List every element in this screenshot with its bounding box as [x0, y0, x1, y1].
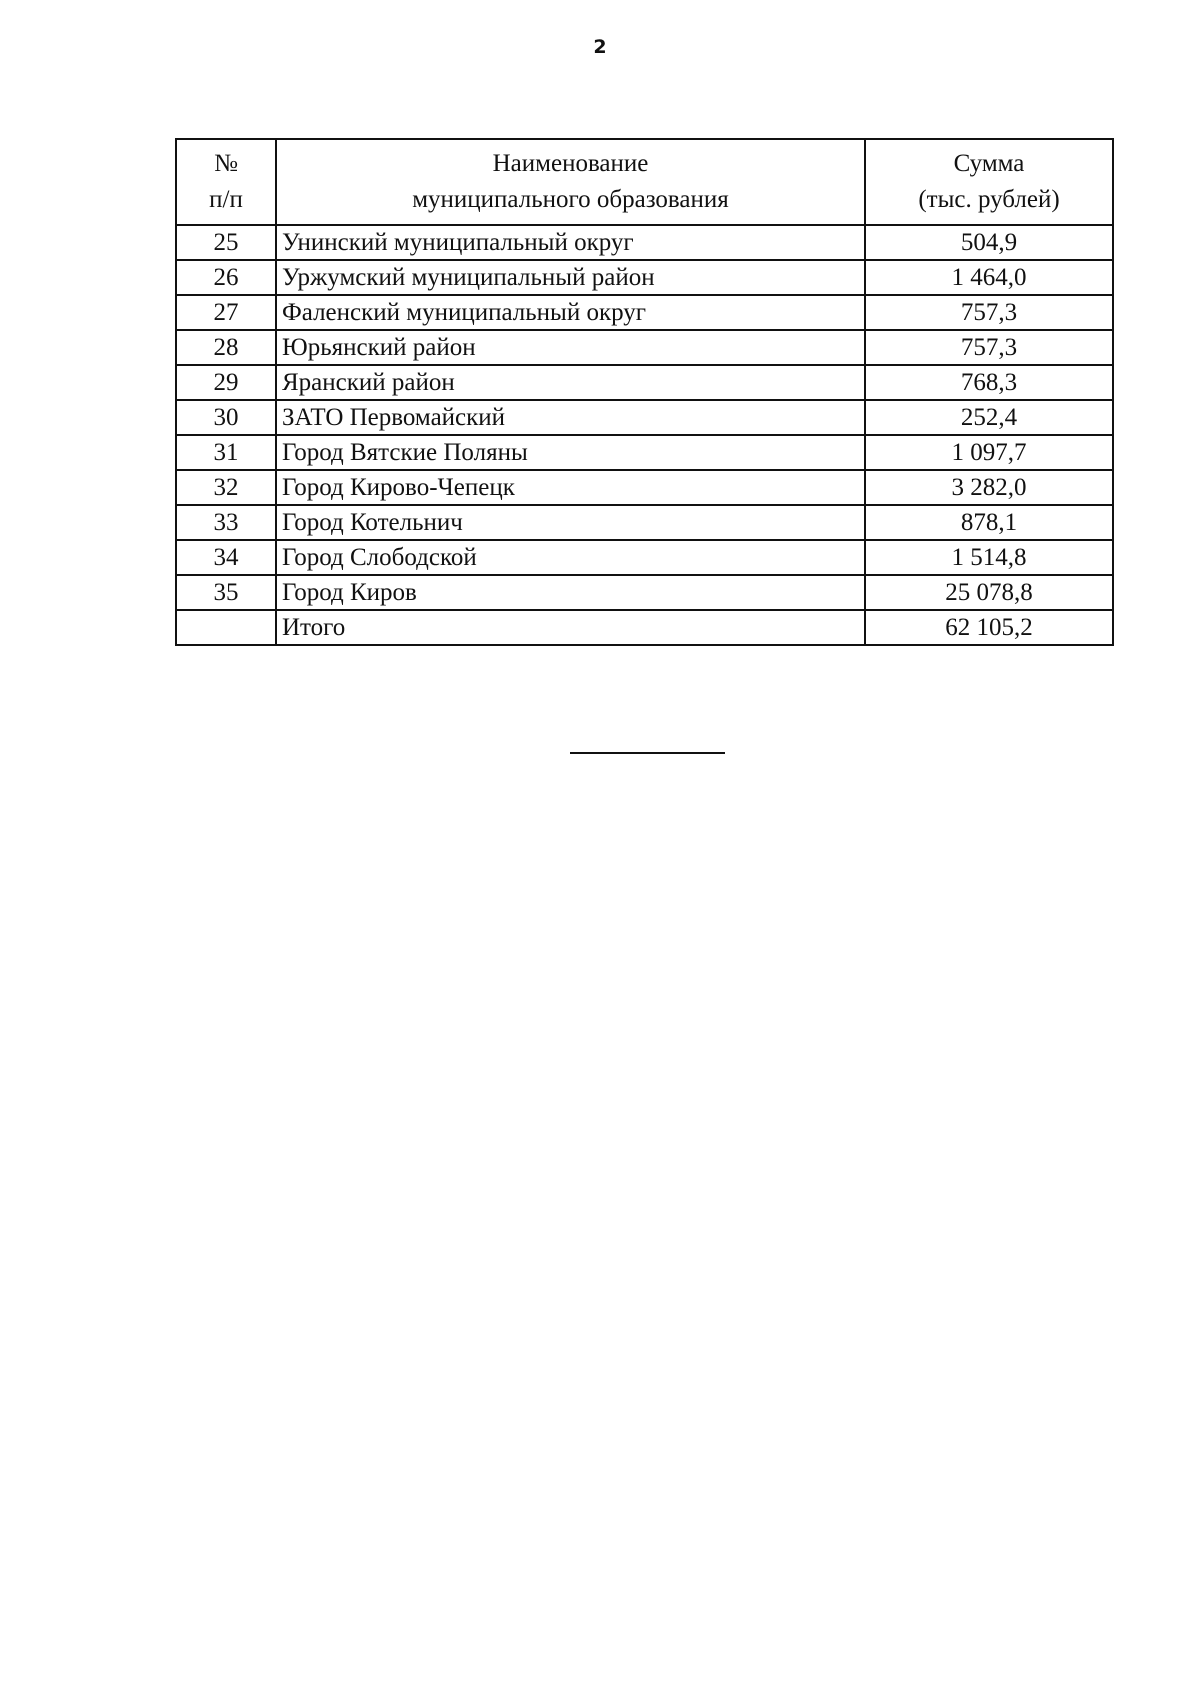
budget-table	[175, 138, 1114, 646]
row-name: Город Слободской	[276, 540, 865, 575]
row-sum: 768,3	[865, 365, 1113, 400]
header-sum-line2: (тыс. рублей)	[918, 186, 1060, 213]
table-row	[176, 575, 1113, 610]
row-number: 32	[176, 470, 276, 505]
table-row	[176, 330, 1113, 365]
page-number: 2	[593, 36, 607, 58]
row-name: Город Кирово-Чепецк	[276, 470, 865, 505]
table-row	[176, 295, 1113, 330]
row-number: 29	[176, 365, 276, 400]
total-label: Итого	[276, 610, 865, 645]
table-row	[176, 225, 1113, 260]
row-number: 30	[176, 400, 276, 435]
row-number: 31	[176, 435, 276, 470]
row-sum: 3 282,0	[865, 470, 1113, 505]
header-name	[276, 139, 865, 225]
table-row	[176, 470, 1113, 505]
row-sum: 1 514,8	[865, 540, 1113, 575]
row-name: Город Вятские Поляны	[276, 435, 865, 470]
row-sum: 1 097,7	[865, 435, 1113, 470]
row-number: 25	[176, 225, 276, 260]
header-name-line1: Наименование	[492, 150, 649, 177]
table-header	[176, 139, 1113, 225]
row-number: 28	[176, 330, 276, 365]
total-sum: 62 105,2	[865, 610, 1113, 645]
row-name: Уржумский муниципальный район	[276, 260, 865, 295]
table-row	[176, 365, 1113, 400]
total-row	[176, 610, 1113, 645]
row-number: 33	[176, 505, 276, 540]
row-number: 27	[176, 295, 276, 330]
header-number-line1: №	[214, 150, 238, 177]
total-number	[176, 610, 276, 645]
row-name: Фаленский муниципальный округ	[276, 295, 865, 330]
row-sum: 1 464,0	[865, 260, 1113, 295]
table-row	[176, 400, 1113, 435]
row-name: Город Киров	[276, 575, 865, 610]
header-name-line2: муниципального образования	[412, 186, 729, 213]
table-body	[176, 225, 1113, 645]
header-sum-line1: Сумма	[953, 150, 1025, 177]
header-row	[176, 139, 1113, 225]
row-number: 35	[176, 575, 276, 610]
table-row	[176, 540, 1113, 575]
row-sum: 252,4	[865, 400, 1113, 435]
row-number: 26	[176, 260, 276, 295]
row-name: Город Котельнич	[276, 505, 865, 540]
row-name: Юрьянский район	[276, 330, 865, 365]
row-sum: 25 078,8	[865, 575, 1113, 610]
header-number-line2: п/п	[209, 186, 243, 213]
header-number	[176, 139, 276, 225]
row-name: Яранский район	[276, 365, 865, 400]
row-sum: 757,3	[865, 330, 1113, 365]
closing-rule	[570, 752, 725, 754]
row-sum: 757,3	[865, 295, 1113, 330]
table-row	[176, 505, 1113, 540]
row-name: Унинский муниципальный округ	[276, 225, 865, 260]
table-row	[176, 260, 1113, 295]
row-sum: 878,1	[865, 505, 1113, 540]
row-name: ЗАТО Первомайский	[276, 400, 865, 435]
header-sum	[865, 139, 1113, 225]
row-number: 34	[176, 540, 276, 575]
row-sum: 504,9	[865, 225, 1113, 260]
table-row	[176, 435, 1113, 470]
